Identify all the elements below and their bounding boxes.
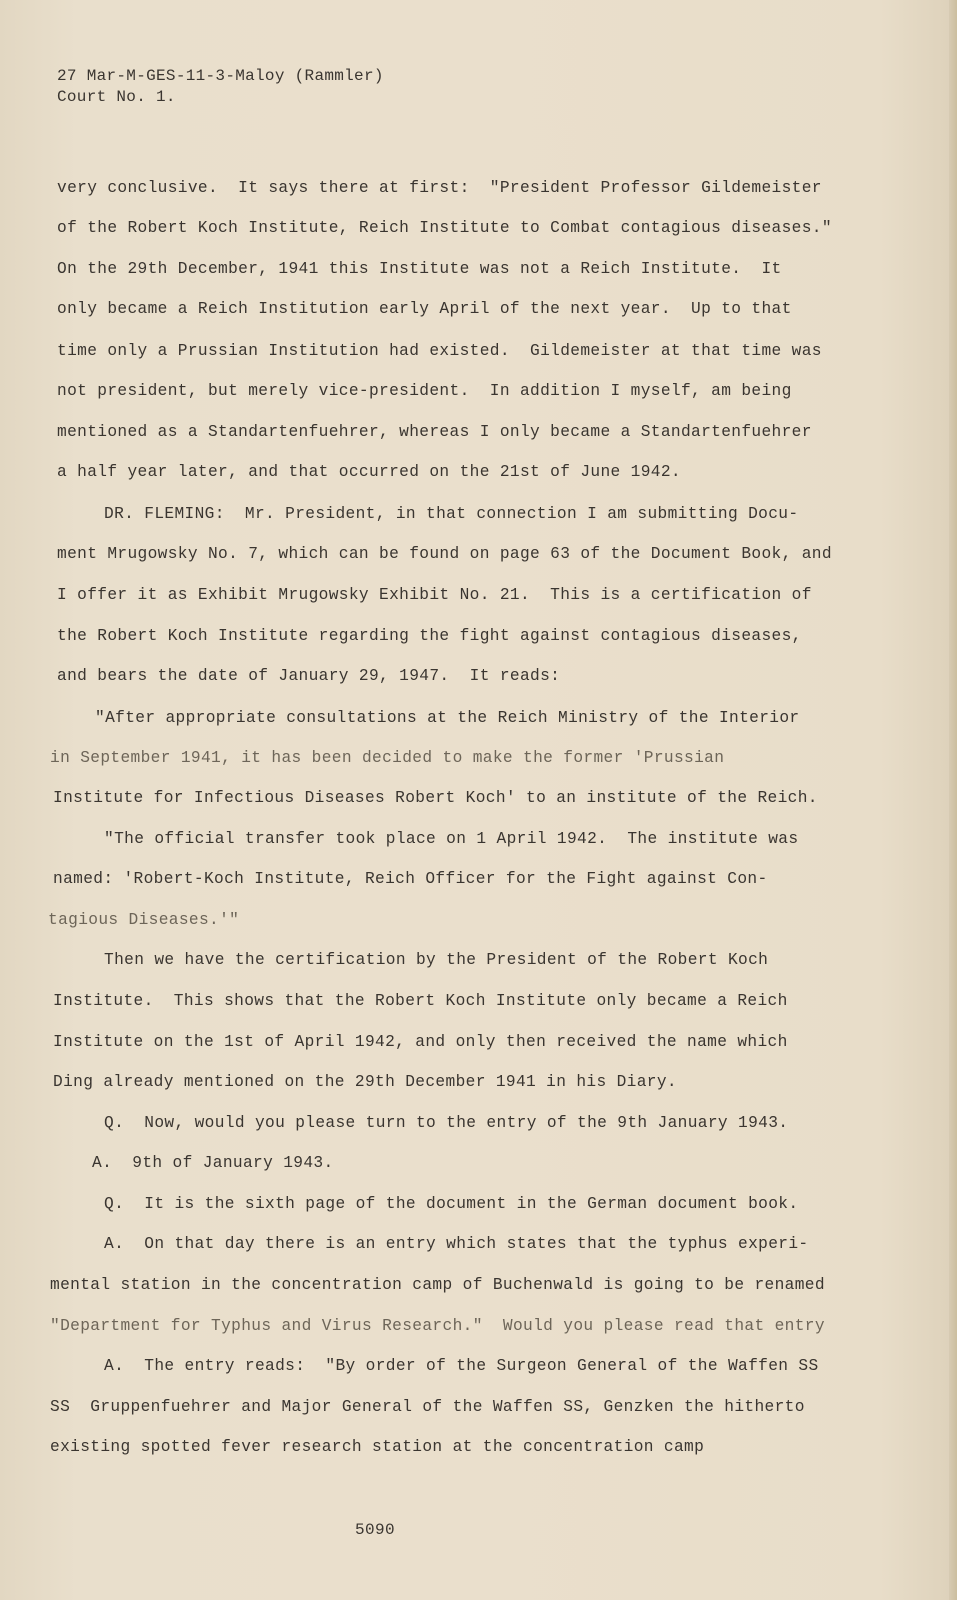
transcript-line-32: existing spotted fever research station at the concentration camp [50,1438,705,1456]
transcript-line-29: "Department for Typhus and Virus Research." Would you please read that entry [50,1317,825,1335]
transcript-line-3: On the 29th December, 1941 this Institute was not a Reich Institute. It [57,260,782,278]
transcript-line-22: Institute on the 1st of April 1942, and only then received the name which [53,1033,788,1051]
transcript-line-8: a half year later, and that occurred on the 21st of June 1942. [57,463,681,481]
transcript-line-19: tagious Diseases.'" [48,911,240,929]
transcript-line-4: only became a Reich Institution early April of the next year. Up to that [57,300,792,318]
transcript-line-31: SS Gruppenfuehrer and Major General of the Waffen SS, Genzken the hitherto [50,1398,805,1416]
transcript-line-12: the Robert Koch Institute regarding the fight against contagious diseases, [57,627,802,645]
transcript-line-1: very conclusive. It says there at first: "President Professor Gildemeister [57,179,822,197]
transcript-line-14: "After appropriate consultations at the Reich Ministry of the Interior [95,709,800,727]
transcript-line-26: Q. It is the sixth page of the document in the German document book. [104,1195,799,1213]
header-session-line: 27 Mar-M-GES-11-3-Maloy (Rammler) [57,67,384,85]
transcript-line-5: time only a Prussian Institution had existed. Gildemeister at that time was [57,342,822,360]
transcript-line-21: Institute. This shows that the Robert Koch Institute only became a Reich [53,992,788,1010]
transcript-line-18: named: 'Robert-Koch Institute, Reich Officer for the Fight against Con- [53,870,768,888]
transcript-line-15: in September 1941, it has been decided to make the former 'Prussian [50,749,725,767]
transcript-line-27: A. On that day there is an entry which states that the typhus experi- [104,1235,809,1253]
transcript-line-30: A. The entry reads: "By order of the Surgeon General of the Waffen SS [104,1357,819,1375]
transcript-line-25: A. 9th of January 1943. [92,1154,334,1172]
transcript-line-23: Ding already mentioned on the 29th December 1941 in his Diary. [53,1073,677,1091]
transcript-line-11: I offer it as Exhibit Mrugowsky Exhibit No. 21. This is a certification of [57,586,812,604]
header-court-line: Court No. 1. [57,88,176,106]
transcript-line-9: DR. FLEMING: Mr. President, in that connection I am submitting Docu- [104,505,799,523]
page-number: 5090 [355,1521,396,1539]
transcript-line-2: of the Robert Koch Institute, Reich Institute to Combat contagious diseases." [57,219,832,237]
transcript-line-20: Then we have the certification by the President of the Robert Koch [104,951,769,969]
transcript-line-13: and bears the date of January 29, 1947. It reads: [57,667,561,685]
transcript-line-17: "The official transfer took place on 1 April 1942. The institute was [104,830,799,848]
transcript-line-7: mentioned as a Standartenfuehrer, whereas I only became a Standartenfuehrer [57,423,812,441]
transcript-line-10: ment Mrugowsky No. 7, which can be found on page 63 of the Document Book, and [57,545,832,563]
transcript-line-24: Q. Now, would you please turn to the entry of the 9th January 1943. [104,1114,789,1132]
transcript-line-16: Institute for Infectious Diseases Robert Koch' to an institute of the Reich. [53,789,818,807]
transcript-line-6: not president, but merely vice-president. In addition I myself, am being [57,382,792,400]
transcript-line-28: mental station in the concentration camp of Buchenwald is going to be renamed [50,1276,825,1294]
